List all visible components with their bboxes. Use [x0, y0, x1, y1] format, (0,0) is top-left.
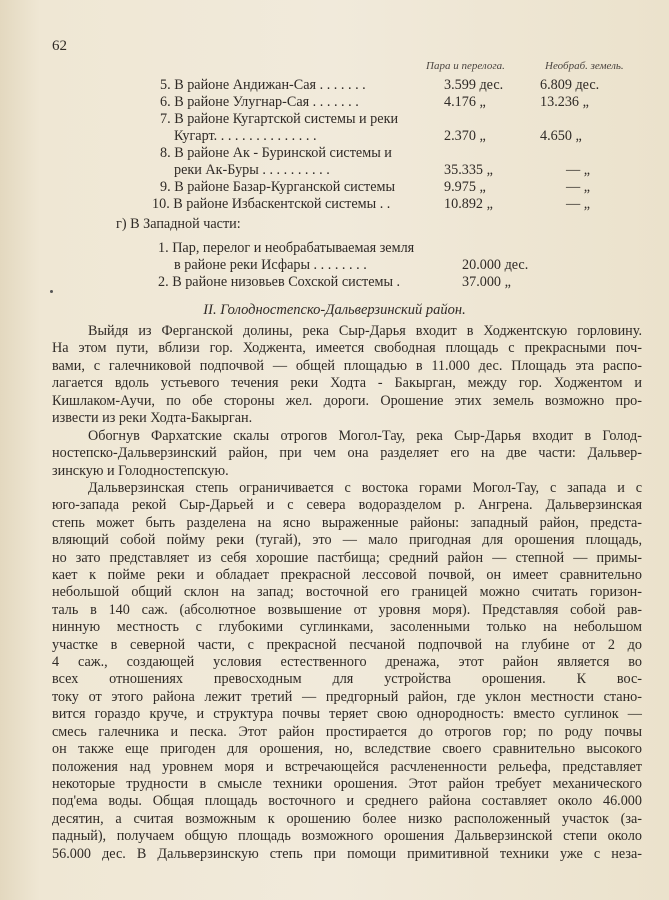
- text-line: участке в северной части, с прекрасной песчаной подпочвой на глубине от 2 до: [52, 636, 642, 653]
- text-line: смесь галечника и песка. Этот район простирается до отрогов гор; по роду почвы: [52, 723, 642, 740]
- uncultivated-value: — „: [566, 179, 591, 195]
- text-line: но зато представляет из себя хорошие пастбища; средний район — степной — примы-: [52, 549, 642, 566]
- text-line: кает к пойме реки и обладает прекрасной лессовой почвой, он имеет сравнительно: [52, 567, 642, 584]
- district-label: 6. В районе Улугнар-Сая . . . . . . .: [160, 94, 359, 110]
- column-header-uncultivated: Необраб. земель.: [545, 60, 624, 72]
- text-line: небольшой общий склон на запад; восточной его границей можно считать горизон-: [52, 584, 642, 601]
- fallow-value: 35.335 „: [444, 162, 493, 178]
- district-row: [160, 77, 366, 93]
- district-label: 10. В районе Избаскентской системы . .: [152, 196, 391, 212]
- district-row: [152, 196, 390, 212]
- column-header-fallow: Пара и перелога.: [426, 60, 505, 72]
- text-line: лагается вдоль устьевого течения реки Ходта - Бакырган, между гор. Ходжентом и: [52, 375, 642, 392]
- text-line: нинную местность с глубокими суглинками, засоленными только на небольшом: [52, 619, 642, 636]
- text-line: он также еще пригоден для орошения, но, вследствие своего сравнительно высокого: [52, 741, 642, 758]
- uncultivated-value: — „: [566, 162, 591, 178]
- text-line: всех отношениях превосходным для устройства орошения. К вос-: [52, 671, 642, 688]
- district-row: [160, 111, 398, 127]
- district-label: Кугарт. . . . . . . . . . . . . . .: [174, 128, 317, 144]
- section-title: II. Голодностепско-Дальверзинский район.: [203, 302, 466, 318]
- fallow-value: 3.599 дес.: [444, 77, 504, 93]
- text-line: вами, с галечниковой подпочвой — общей площадью в 11.000 дес. Площадь эта распо-: [52, 357, 642, 374]
- ink-speck: [50, 290, 53, 293]
- text-line: десятин, а считая возможным к орошению более низко расположенный участок (за-: [52, 810, 642, 827]
- fallow-value: 2.370 „: [444, 128, 486, 144]
- text-line: юго-запада рекой Сыр-Дарьей и с севера водоразделом р. Ангрена. Дальверзинская: [52, 497, 642, 514]
- text-line: вится гораздо круче, и структура почвы теряет свою однородность: вместо суглинок —: [52, 706, 642, 723]
- paragraph: [52, 428, 642, 480]
- district-label: 9. В районе Базар-Курганской системы: [160, 179, 396, 195]
- text-line: степь может быть разделена на ясно выраженные районы: западный район, предста-: [52, 514, 642, 531]
- text-line: под'ема воды. Общая площадь восточного и среднего района составляет около 46.000: [52, 793, 642, 810]
- text-line: ностепско-Дальверзинский район, при чем она разделяет его на две части: Дальвер-: [52, 445, 642, 462]
- western-row: в районе реки Исфары . . . . . . . .: [174, 257, 367, 273]
- text-line: току от этого района лежит третий — предгорный район, где уклон местности стано-: [52, 688, 642, 705]
- text-line: положения над уровнем моря и встречающейся расчлененности рельефа, представляет: [52, 758, 642, 775]
- district-label: 7. В районе Кугартской системы и реки: [160, 111, 399, 127]
- western-value: 20.000 дес.: [462, 257, 529, 273]
- district-label: реки Ак-Буры . . . . . . . . . .: [174, 162, 330, 178]
- uncultivated-value: — „: [566, 196, 591, 212]
- text-line: На этом пути, вблизи гор. Ходжента, имеется свободная площадь с прекрасными поч-: [52, 340, 642, 357]
- fallow-value: 10.892 „: [444, 196, 493, 212]
- western-value: 37.000 „: [462, 274, 511, 290]
- text-line: Выйдя из Ферганской долины, река Сыр-Дарья входит в Ходжентскую горловину.: [88, 323, 642, 339]
- text-line: Дальверзинская степь ограничивается с востока горами Могол-Тау, с запада и с: [88, 480, 642, 496]
- district-label: 8. В районе Ак - Буринской системы и: [160, 145, 392, 161]
- district-row: [174, 162, 330, 178]
- text-line: 56.000 дес. В Дальверзинскую степь при помощи примитивной техники уже с неза-: [52, 845, 642, 862]
- district-row: [160, 145, 392, 161]
- district-row: [160, 94, 359, 110]
- text-line: 4 саж., создающей условия естественного дренажа, этот район является во: [52, 654, 642, 671]
- text-line: Обогнув Фархатские скалы отрогов Могол-Тау, река Сыр-Дарья входит в Голод-: [88, 428, 642, 444]
- paragraph: [52, 323, 642, 427]
- uncultivated-value: 4.650 „: [540, 128, 582, 144]
- text-line: падный), получаем общую площадь возможного орошения Дальверзинской степи около: [52, 828, 642, 845]
- text-line: таль в 140 саж. (абсолютное возвышение от уровня моря). Представляя собой рав-: [52, 601, 642, 618]
- western-row: 2. В районе низовьев Сохской системы .: [158, 274, 401, 290]
- district-label: 5. В районе Андижан-Сая . . . . . . .: [160, 77, 366, 93]
- district-row: [160, 179, 395, 195]
- page-number: 62: [52, 38, 67, 54]
- western-row: 1. Пар, перелог и необрабатываемая земля: [158, 240, 415, 256]
- text-line: извести из реки Ходта-Бакырган.: [52, 410, 253, 427]
- fallow-value: 4.176 „: [444, 94, 486, 110]
- text-line: вляющий собой пойму реки (тугай), это — мало пригодная для орошения площадь,: [52, 532, 642, 549]
- district-row: [174, 128, 317, 144]
- fallow-value: 9.975 „: [444, 179, 486, 195]
- text-line: некоторые трудности в смысле техники орошения. Этот район требует механического: [52, 775, 642, 792]
- text-line: зинскую и Голодностепскую.: [52, 462, 229, 479]
- subsection-title: г) В Западной части:: [116, 216, 241, 232]
- text-line: Кишлаком-Аучи, по обе стороны жел. дороги. Орошение этих земель возможно про-: [52, 392, 642, 409]
- uncultivated-value: 6.809 дес.: [540, 77, 600, 93]
- paragraph: [52, 480, 642, 863]
- uncultivated-value: 13.236 „: [540, 94, 589, 110]
